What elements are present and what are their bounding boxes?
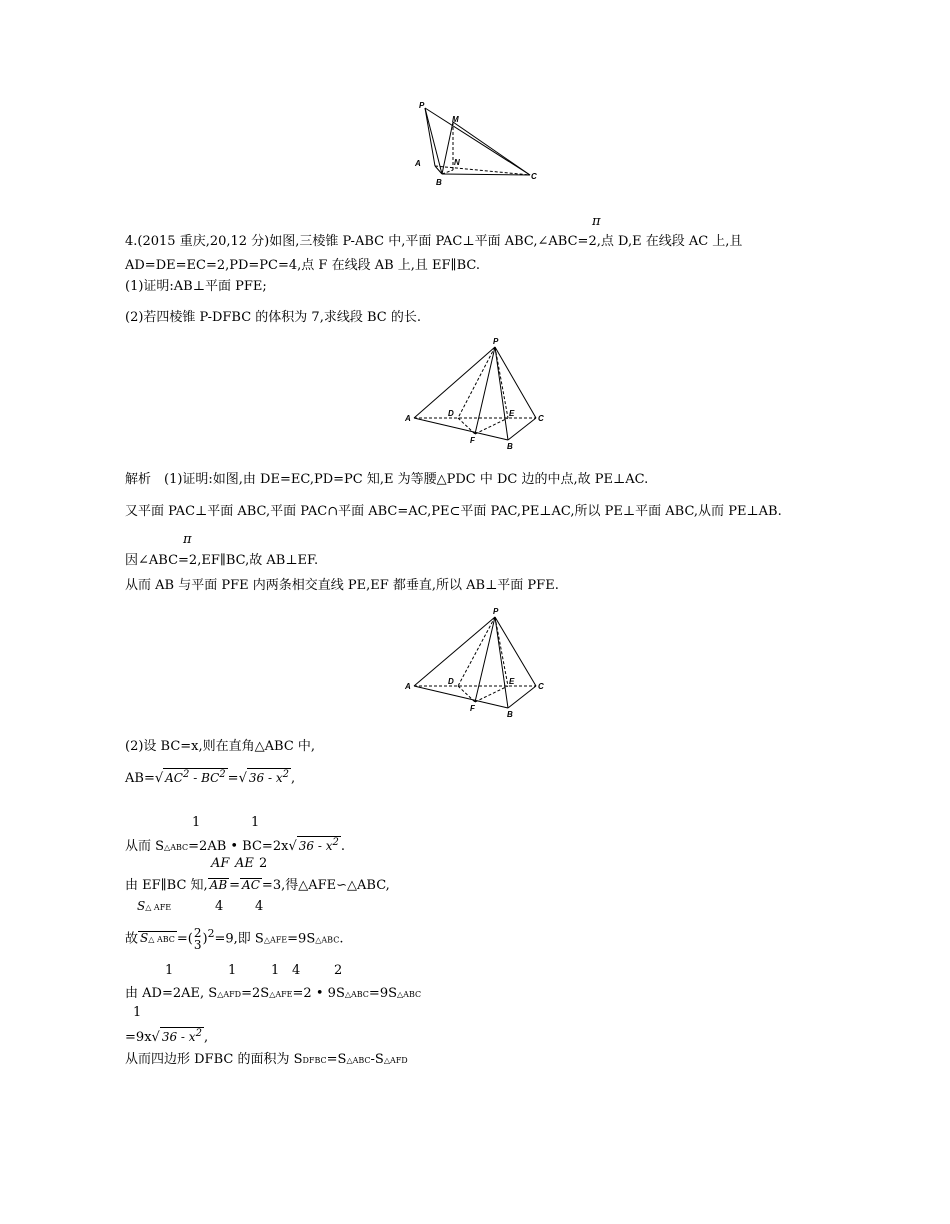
ratio-four: 4 — [215, 899, 224, 914]
label-A: A — [415, 159, 421, 168]
solution-line-5: (2)设 BC=x,则在直角△ABC 中, — [125, 739, 316, 754]
problem-line-2: AD=DE=EC=2,PD=PC=4,点 F 在线段 AB 上,且 EF∥BC. — [125, 258, 480, 273]
label-A: A — [405, 682, 411, 691]
label-E: E — [509, 677, 515, 686]
label-B: B — [507, 442, 513, 450]
label-F: F — [470, 704, 475, 713]
solution-line-1: 解析 (1)证明:如图,由 DE=EC,PD=PC 知,E 为等腰△PDC 中 DC 边的中点,故 PE⊥AC. — [125, 472, 649, 487]
solution-line-3: 因∠ABC=2,EF∥BC,故 AB⊥EF. — [125, 553, 319, 568]
solution-line-10: 由 AD=2AE, S△AFD=2S△AFE=2 • 9S△ABC=9S△ABC — [125, 986, 422, 1001]
solution-line-8: 由 EF∥BC 知, AB = AC =3,得△AFE∽△ABC, — [125, 878, 390, 893]
frac-num-1a: 1 — [192, 815, 201, 830]
frac-num-1b: 1 — [251, 815, 260, 830]
label-E: E — [509, 409, 515, 418]
label-P: P — [419, 101, 425, 110]
figure-3-pyramid-diagram — [400, 605, 560, 720]
frac-num-10c: 1 — [271, 963, 280, 978]
label-P: P — [493, 607, 499, 616]
label-A: A — [405, 414, 411, 423]
label-D: D — [448, 409, 454, 418]
frac-AF: AF — [211, 856, 230, 871]
frac-num-10e: 2 — [334, 963, 343, 978]
label-C: C — [531, 172, 537, 181]
figure-2-pyramid-diagram — [400, 335, 560, 450]
frac-num-11: 1 — [133, 1005, 142, 1020]
frac-two: 2 — [259, 856, 268, 871]
label-B: B — [507, 710, 513, 719]
label-P: P — [493, 337, 499, 346]
label-C: C — [538, 682, 544, 691]
ratio-four-b: 4 — [255, 899, 264, 914]
label-F: F — [470, 436, 475, 445]
frac-num-10b: 1 — [228, 963, 237, 978]
solution-line-12: 从而四边形 DFBC 的面积为 SDFBC=S△ABC-S△AFD — [125, 1052, 408, 1067]
solution-line-2: 又平面 PAC⊥平面 ABC,平面 PAC∩平面 ABC=AC,PE⊂平面 PAC,PE⊥AC,所以 PE⊥平面 ABC,从而 PE⊥AB. — [125, 504, 782, 519]
ratio-numerator: S△ AFE — [137, 899, 172, 913]
pi-symbol-2: π — [183, 532, 192, 547]
frac-num-10d: 4 — [292, 963, 301, 978]
problem-line-1: 4.(2015 重庆,20,12 分)如图,三棱锥 P-ABC 中,平面 PAC⊥平面 ABC,∠ABC=2,点 D,E 在线段 AC 上,且 — [125, 234, 743, 249]
label-N: N — [454, 158, 460, 167]
label-D: D — [448, 677, 454, 686]
solution-line-9: 故 S△ ABC =( 2 3 )$^2$=9,即 S△AFE=9S△ABC. — [125, 925, 344, 952]
question-2: (2)若四棱锥 P-DFBC 的体积为 7,求线段 BC 的长. — [125, 310, 421, 325]
solution-line-7: 从而 S△ABC=2AB • BC=2x√ $36 - x^2$ . — [125, 837, 345, 854]
question-1: (1)证明:AB⊥平面 PFE; — [125, 279, 267, 294]
label-M: M — [452, 115, 459, 124]
pi-symbol-1: π — [592, 214, 601, 229]
solution-line-4: 从而 AB 与平面 PFE 内两条相交直线 PE,EF 都垂直,所以 AB⊥平面 PFE. — [125, 578, 559, 593]
frac-AE: AE — [235, 856, 254, 871]
label-C: C — [538, 414, 544, 423]
frac-num-10a: 1 — [165, 963, 174, 978]
figure-1-triangle-diagram — [405, 98, 555, 190]
label-B: B — [436, 178, 442, 187]
solution-line-11: =9x√ $36 - x^2$ , — [125, 1028, 209, 1045]
solution-line-6: AB=√ $AC^2 - BC^2$ =√ $36 - x^2$ , — [125, 769, 296, 786]
